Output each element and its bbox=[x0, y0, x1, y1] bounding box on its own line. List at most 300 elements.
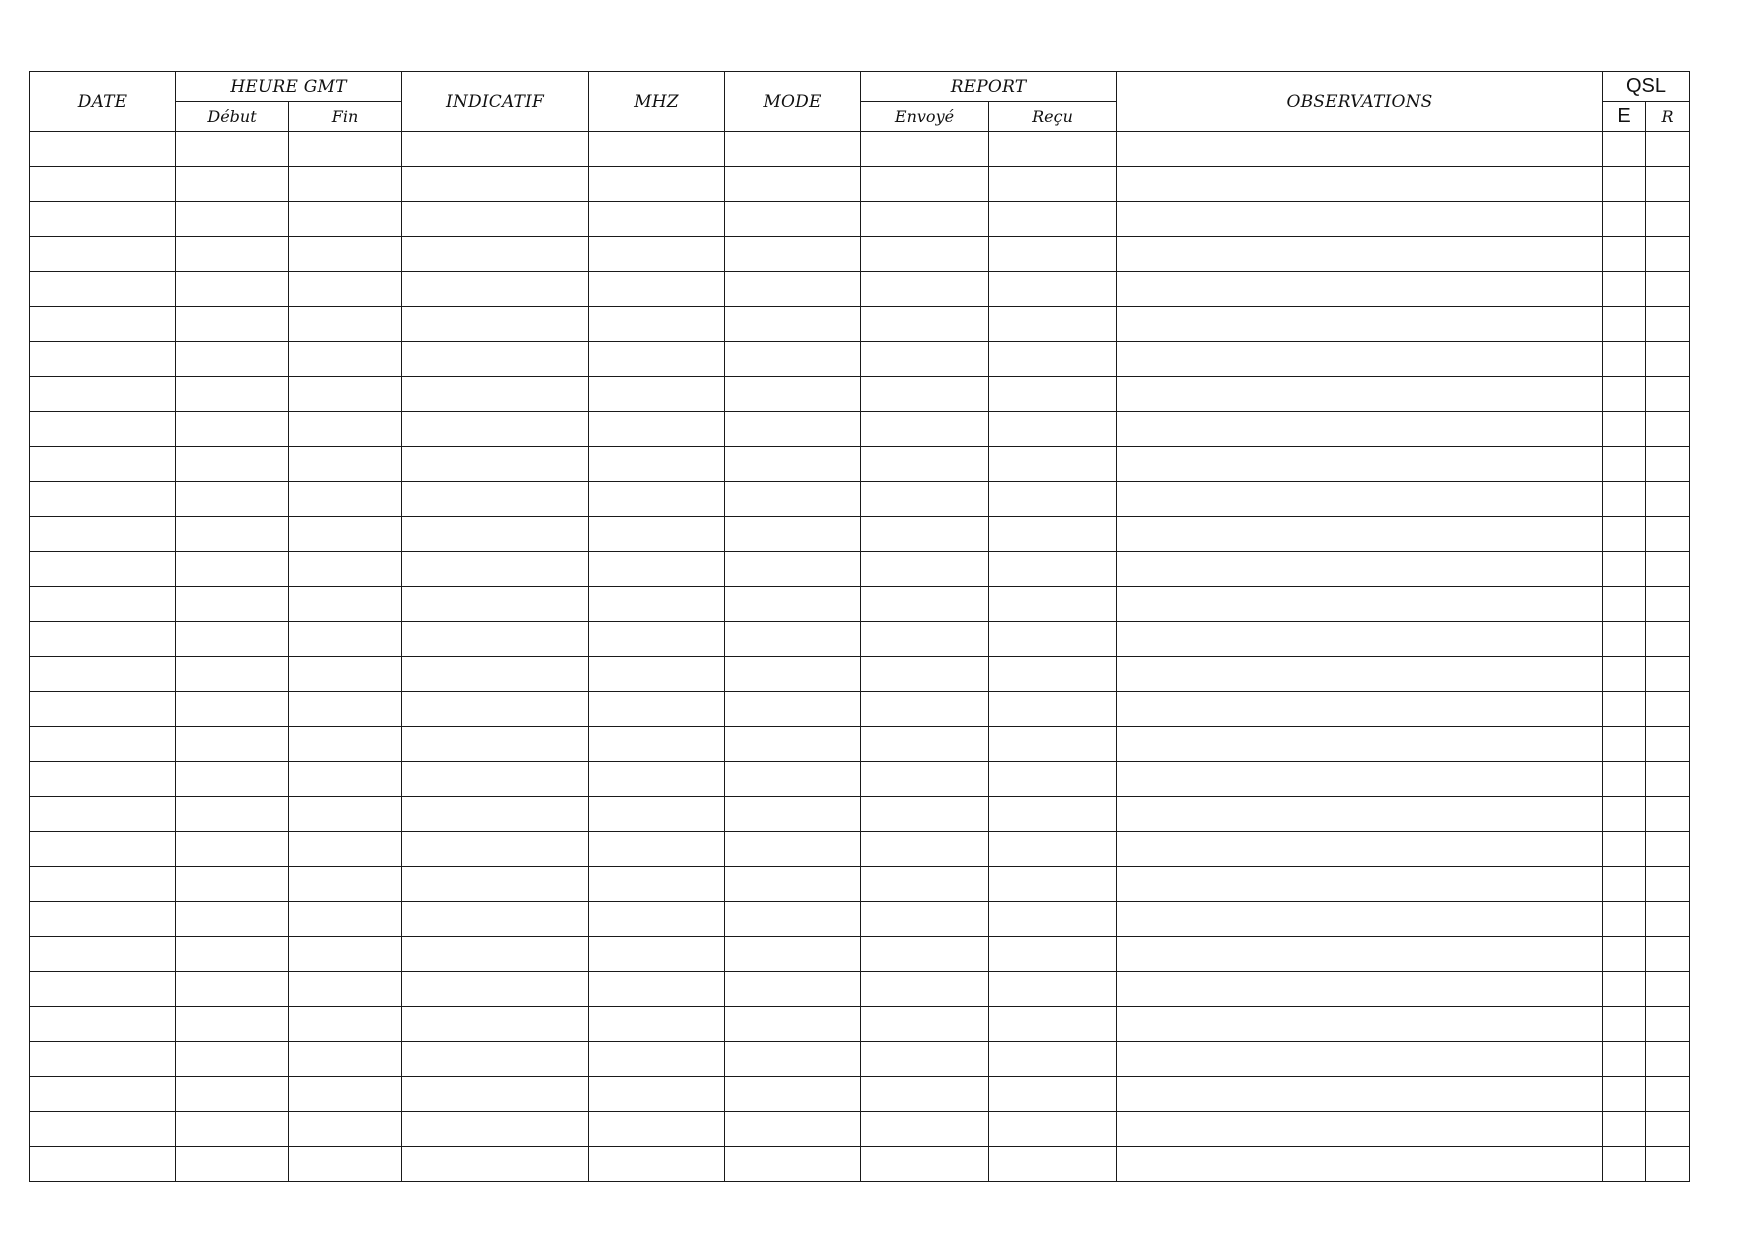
cell-qsl-r[interactable] bbox=[1646, 132, 1690, 167]
cell-fin[interactable] bbox=[289, 727, 402, 762]
cell-debut[interactable] bbox=[176, 692, 289, 727]
cell-debut[interactable] bbox=[176, 342, 289, 377]
cell-fin[interactable] bbox=[289, 1147, 402, 1182]
cell-recu[interactable] bbox=[989, 937, 1117, 972]
cell-mhz[interactable] bbox=[589, 517, 725, 552]
cell-fin[interactable] bbox=[289, 517, 402, 552]
cell-observations[interactable] bbox=[1117, 902, 1603, 937]
cell-qsl-e[interactable] bbox=[1603, 167, 1646, 202]
cell-recu[interactable] bbox=[989, 587, 1117, 622]
cell-mode[interactable] bbox=[725, 202, 861, 237]
cell-mhz[interactable] bbox=[589, 727, 725, 762]
cell-indicatif[interactable] bbox=[402, 1042, 589, 1077]
cell-mode[interactable] bbox=[725, 377, 861, 412]
cell-observations[interactable] bbox=[1117, 132, 1603, 167]
cell-envoye[interactable] bbox=[861, 972, 989, 1007]
cell-observations[interactable] bbox=[1117, 622, 1603, 657]
cell-envoye[interactable] bbox=[861, 832, 989, 867]
cell-recu[interactable] bbox=[989, 657, 1117, 692]
cell-fin[interactable] bbox=[289, 657, 402, 692]
cell-envoye[interactable] bbox=[861, 412, 989, 447]
cell-recu[interactable] bbox=[989, 272, 1117, 307]
cell-date[interactable] bbox=[30, 762, 176, 797]
cell-observations[interactable] bbox=[1117, 727, 1603, 762]
cell-date[interactable] bbox=[30, 1147, 176, 1182]
cell-indicatif[interactable] bbox=[402, 587, 589, 622]
cell-qsl-r[interactable] bbox=[1646, 762, 1690, 797]
cell-observations[interactable] bbox=[1117, 482, 1603, 517]
cell-fin[interactable] bbox=[289, 202, 402, 237]
cell-observations[interactable] bbox=[1117, 762, 1603, 797]
cell-fin[interactable] bbox=[289, 552, 402, 587]
cell-recu[interactable] bbox=[989, 972, 1117, 1007]
cell-observations[interactable] bbox=[1117, 1147, 1603, 1182]
cell-envoye[interactable] bbox=[861, 797, 989, 832]
cell-observations[interactable] bbox=[1117, 307, 1603, 342]
cell-indicatif[interactable] bbox=[402, 482, 589, 517]
cell-qsl-r[interactable] bbox=[1646, 657, 1690, 692]
cell-qsl-r[interactable] bbox=[1646, 692, 1690, 727]
cell-mhz[interactable] bbox=[589, 1077, 725, 1112]
cell-fin[interactable] bbox=[289, 342, 402, 377]
cell-qsl-e[interactable] bbox=[1603, 307, 1646, 342]
cell-qsl-r[interactable] bbox=[1646, 832, 1690, 867]
cell-qsl-e[interactable] bbox=[1603, 797, 1646, 832]
cell-envoye[interactable] bbox=[861, 1042, 989, 1077]
cell-observations[interactable] bbox=[1117, 692, 1603, 727]
cell-date[interactable] bbox=[30, 272, 176, 307]
cell-indicatif[interactable] bbox=[402, 307, 589, 342]
cell-observations[interactable] bbox=[1117, 412, 1603, 447]
cell-fin[interactable] bbox=[289, 972, 402, 1007]
cell-qsl-r[interactable] bbox=[1646, 727, 1690, 762]
cell-indicatif[interactable] bbox=[402, 167, 589, 202]
cell-qsl-e[interactable] bbox=[1603, 867, 1646, 902]
cell-envoye[interactable] bbox=[861, 587, 989, 622]
cell-debut[interactable] bbox=[176, 1042, 289, 1077]
cell-mode[interactable] bbox=[725, 727, 861, 762]
cell-mode[interactable] bbox=[725, 902, 861, 937]
cell-indicatif[interactable] bbox=[402, 412, 589, 447]
cell-date[interactable] bbox=[30, 412, 176, 447]
cell-date[interactable] bbox=[30, 1077, 176, 1112]
cell-mhz[interactable] bbox=[589, 132, 725, 167]
cell-qsl-r[interactable] bbox=[1646, 622, 1690, 657]
cell-qsl-r[interactable] bbox=[1646, 517, 1690, 552]
cell-debut[interactable] bbox=[176, 902, 289, 937]
cell-mode[interactable] bbox=[725, 832, 861, 867]
cell-mhz[interactable] bbox=[589, 342, 725, 377]
cell-date[interactable] bbox=[30, 307, 176, 342]
cell-qsl-r[interactable] bbox=[1646, 447, 1690, 482]
cell-qsl-r[interactable] bbox=[1646, 167, 1690, 202]
cell-debut[interactable] bbox=[176, 1147, 289, 1182]
cell-qsl-e[interactable] bbox=[1603, 517, 1646, 552]
cell-envoye[interactable] bbox=[861, 692, 989, 727]
cell-mhz[interactable] bbox=[589, 377, 725, 412]
cell-qsl-e[interactable] bbox=[1603, 447, 1646, 482]
cell-debut[interactable] bbox=[176, 167, 289, 202]
cell-mhz[interactable] bbox=[589, 587, 725, 622]
cell-indicatif[interactable] bbox=[402, 377, 589, 412]
cell-envoye[interactable] bbox=[861, 237, 989, 272]
cell-recu[interactable] bbox=[989, 1077, 1117, 1112]
cell-indicatif[interactable] bbox=[402, 972, 589, 1007]
cell-fin[interactable] bbox=[289, 377, 402, 412]
cell-indicatif[interactable] bbox=[402, 762, 589, 797]
cell-mhz[interactable] bbox=[589, 902, 725, 937]
cell-envoye[interactable] bbox=[861, 1007, 989, 1042]
cell-mode[interactable] bbox=[725, 867, 861, 902]
cell-indicatif[interactable] bbox=[402, 342, 589, 377]
cell-observations[interactable] bbox=[1117, 867, 1603, 902]
cell-date[interactable] bbox=[30, 867, 176, 902]
cell-indicatif[interactable] bbox=[402, 237, 589, 272]
cell-mhz[interactable] bbox=[589, 1112, 725, 1147]
cell-observations[interactable] bbox=[1117, 237, 1603, 272]
cell-mode[interactable] bbox=[725, 1147, 861, 1182]
cell-mode[interactable] bbox=[725, 552, 861, 587]
cell-qsl-e[interactable] bbox=[1603, 272, 1646, 307]
cell-qsl-e[interactable] bbox=[1603, 1042, 1646, 1077]
cell-envoye[interactable] bbox=[861, 1077, 989, 1112]
cell-qsl-e[interactable] bbox=[1603, 972, 1646, 1007]
cell-observations[interactable] bbox=[1117, 937, 1603, 972]
cell-indicatif[interactable] bbox=[402, 937, 589, 972]
cell-qsl-e[interactable] bbox=[1603, 377, 1646, 412]
cell-envoye[interactable] bbox=[861, 552, 989, 587]
cell-date[interactable] bbox=[30, 902, 176, 937]
cell-mode[interactable] bbox=[725, 167, 861, 202]
cell-debut[interactable] bbox=[176, 202, 289, 237]
cell-mhz[interactable] bbox=[589, 622, 725, 657]
cell-observations[interactable] bbox=[1117, 797, 1603, 832]
cell-indicatif[interactable] bbox=[402, 797, 589, 832]
cell-observations[interactable] bbox=[1117, 972, 1603, 1007]
cell-qsl-e[interactable] bbox=[1603, 727, 1646, 762]
cell-qsl-r[interactable] bbox=[1646, 1007, 1690, 1042]
cell-mhz[interactable] bbox=[589, 272, 725, 307]
cell-mhz[interactable] bbox=[589, 832, 725, 867]
cell-qsl-r[interactable] bbox=[1646, 377, 1690, 412]
cell-mode[interactable] bbox=[725, 1077, 861, 1112]
cell-recu[interactable] bbox=[989, 552, 1117, 587]
cell-debut[interactable] bbox=[176, 447, 289, 482]
cell-recu[interactable] bbox=[989, 517, 1117, 552]
cell-qsl-r[interactable] bbox=[1646, 202, 1690, 237]
cell-recu[interactable] bbox=[989, 377, 1117, 412]
cell-observations[interactable] bbox=[1117, 1042, 1603, 1077]
cell-fin[interactable] bbox=[289, 132, 402, 167]
cell-debut[interactable] bbox=[176, 1077, 289, 1112]
cell-date[interactable] bbox=[30, 692, 176, 727]
cell-qsl-r[interactable] bbox=[1646, 867, 1690, 902]
cell-indicatif[interactable] bbox=[402, 202, 589, 237]
cell-debut[interactable] bbox=[176, 237, 289, 272]
cell-mode[interactable] bbox=[725, 972, 861, 1007]
cell-mode[interactable] bbox=[725, 622, 861, 657]
cell-date[interactable] bbox=[30, 657, 176, 692]
cell-recu[interactable] bbox=[989, 622, 1117, 657]
cell-envoye[interactable] bbox=[861, 377, 989, 412]
cell-qsl-r[interactable] bbox=[1646, 412, 1690, 447]
cell-mhz[interactable] bbox=[589, 552, 725, 587]
cell-date[interactable] bbox=[30, 727, 176, 762]
cell-debut[interactable] bbox=[176, 832, 289, 867]
cell-qsl-r[interactable] bbox=[1646, 1042, 1690, 1077]
cell-mhz[interactable] bbox=[589, 447, 725, 482]
cell-qsl-r[interactable] bbox=[1646, 1077, 1690, 1112]
cell-date[interactable] bbox=[30, 587, 176, 622]
cell-qsl-e[interactable] bbox=[1603, 552, 1646, 587]
cell-mhz[interactable] bbox=[589, 202, 725, 237]
cell-mhz[interactable] bbox=[589, 867, 725, 902]
cell-indicatif[interactable] bbox=[402, 447, 589, 482]
cell-qsl-r[interactable] bbox=[1646, 1112, 1690, 1147]
cell-qsl-e[interactable] bbox=[1603, 692, 1646, 727]
cell-date[interactable] bbox=[30, 167, 176, 202]
cell-observations[interactable] bbox=[1117, 447, 1603, 482]
cell-recu[interactable] bbox=[989, 482, 1117, 517]
cell-qsl-e[interactable] bbox=[1603, 1147, 1646, 1182]
cell-fin[interactable] bbox=[289, 587, 402, 622]
cell-recu[interactable] bbox=[989, 762, 1117, 797]
cell-recu[interactable] bbox=[989, 342, 1117, 377]
cell-observations[interactable] bbox=[1117, 1007, 1603, 1042]
cell-qsl-r[interactable] bbox=[1646, 587, 1690, 622]
cell-qsl-r[interactable] bbox=[1646, 937, 1690, 972]
cell-mhz[interactable] bbox=[589, 1007, 725, 1042]
cell-qsl-e[interactable] bbox=[1603, 937, 1646, 972]
cell-qsl-e[interactable] bbox=[1603, 657, 1646, 692]
cell-qsl-e[interactable] bbox=[1603, 622, 1646, 657]
cell-mhz[interactable] bbox=[589, 1042, 725, 1077]
cell-qsl-e[interactable] bbox=[1603, 1007, 1646, 1042]
cell-fin[interactable] bbox=[289, 1007, 402, 1042]
cell-observations[interactable] bbox=[1117, 552, 1603, 587]
cell-indicatif[interactable] bbox=[402, 1007, 589, 1042]
cell-date[interactable] bbox=[30, 552, 176, 587]
cell-mhz[interactable] bbox=[589, 307, 725, 342]
cell-mhz[interactable] bbox=[589, 762, 725, 797]
cell-indicatif[interactable] bbox=[402, 902, 589, 937]
cell-observations[interactable] bbox=[1117, 272, 1603, 307]
cell-indicatif[interactable] bbox=[402, 692, 589, 727]
cell-mode[interactable] bbox=[725, 692, 861, 727]
cell-fin[interactable] bbox=[289, 692, 402, 727]
cell-envoye[interactable] bbox=[861, 902, 989, 937]
cell-recu[interactable] bbox=[989, 727, 1117, 762]
cell-date[interactable] bbox=[30, 377, 176, 412]
cell-envoye[interactable] bbox=[861, 937, 989, 972]
cell-recu[interactable] bbox=[989, 832, 1117, 867]
cell-envoye[interactable] bbox=[861, 517, 989, 552]
cell-fin[interactable] bbox=[289, 482, 402, 517]
cell-envoye[interactable] bbox=[861, 167, 989, 202]
cell-recu[interactable] bbox=[989, 1042, 1117, 1077]
cell-mode[interactable] bbox=[725, 517, 861, 552]
cell-qsl-r[interactable] bbox=[1646, 307, 1690, 342]
cell-qsl-r[interactable] bbox=[1646, 552, 1690, 587]
cell-qsl-r[interactable] bbox=[1646, 272, 1690, 307]
cell-mode[interactable] bbox=[725, 447, 861, 482]
cell-envoye[interactable] bbox=[861, 1112, 989, 1147]
cell-observations[interactable] bbox=[1117, 657, 1603, 692]
cell-fin[interactable] bbox=[289, 867, 402, 902]
cell-date[interactable] bbox=[30, 482, 176, 517]
cell-qsl-r[interactable] bbox=[1646, 1147, 1690, 1182]
cell-mhz[interactable] bbox=[589, 412, 725, 447]
cell-envoye[interactable] bbox=[861, 447, 989, 482]
cell-mhz[interactable] bbox=[589, 1147, 725, 1182]
cell-date[interactable] bbox=[30, 972, 176, 1007]
cell-recu[interactable] bbox=[989, 447, 1117, 482]
cell-recu[interactable] bbox=[989, 902, 1117, 937]
cell-debut[interactable] bbox=[176, 552, 289, 587]
cell-recu[interactable] bbox=[989, 132, 1117, 167]
cell-fin[interactable] bbox=[289, 797, 402, 832]
cell-observations[interactable] bbox=[1117, 1077, 1603, 1112]
cell-recu[interactable] bbox=[989, 1007, 1117, 1042]
cell-debut[interactable] bbox=[176, 132, 289, 167]
cell-date[interactable] bbox=[30, 797, 176, 832]
cell-qsl-e[interactable] bbox=[1603, 902, 1646, 937]
cell-observations[interactable] bbox=[1117, 377, 1603, 412]
cell-envoye[interactable] bbox=[861, 867, 989, 902]
cell-qsl-e[interactable] bbox=[1603, 587, 1646, 622]
cell-indicatif[interactable] bbox=[402, 272, 589, 307]
cell-fin[interactable] bbox=[289, 237, 402, 272]
cell-debut[interactable] bbox=[176, 517, 289, 552]
cell-indicatif[interactable] bbox=[402, 622, 589, 657]
cell-fin[interactable] bbox=[289, 1112, 402, 1147]
cell-debut[interactable] bbox=[176, 657, 289, 692]
cell-fin[interactable] bbox=[289, 412, 402, 447]
cell-qsl-r[interactable] bbox=[1646, 902, 1690, 937]
cell-qsl-r[interactable] bbox=[1646, 482, 1690, 517]
cell-mhz[interactable] bbox=[589, 167, 725, 202]
cell-date[interactable] bbox=[30, 1042, 176, 1077]
cell-qsl-r[interactable] bbox=[1646, 972, 1690, 1007]
cell-qsl-r[interactable] bbox=[1646, 342, 1690, 377]
cell-envoye[interactable] bbox=[861, 1147, 989, 1182]
cell-mode[interactable] bbox=[725, 307, 861, 342]
cell-qsl-e[interactable] bbox=[1603, 412, 1646, 447]
cell-mhz[interactable] bbox=[589, 937, 725, 972]
cell-mhz[interactable] bbox=[589, 657, 725, 692]
cell-date[interactable] bbox=[30, 1007, 176, 1042]
cell-recu[interactable] bbox=[989, 412, 1117, 447]
cell-fin[interactable] bbox=[289, 622, 402, 657]
cell-qsl-r[interactable] bbox=[1646, 797, 1690, 832]
cell-mhz[interactable] bbox=[589, 692, 725, 727]
cell-observations[interactable] bbox=[1117, 167, 1603, 202]
cell-qsl-e[interactable] bbox=[1603, 202, 1646, 237]
cell-mode[interactable] bbox=[725, 272, 861, 307]
cell-observations[interactable] bbox=[1117, 832, 1603, 867]
cell-debut[interactable] bbox=[176, 727, 289, 762]
cell-date[interactable] bbox=[30, 132, 176, 167]
cell-recu[interactable] bbox=[989, 867, 1117, 902]
cell-mode[interactable] bbox=[725, 482, 861, 517]
cell-envoye[interactable] bbox=[861, 342, 989, 377]
cell-qsl-e[interactable] bbox=[1603, 1112, 1646, 1147]
cell-mode[interactable] bbox=[725, 1112, 861, 1147]
cell-qsl-e[interactable] bbox=[1603, 132, 1646, 167]
cell-fin[interactable] bbox=[289, 937, 402, 972]
cell-date[interactable] bbox=[30, 1112, 176, 1147]
cell-mhz[interactable] bbox=[589, 237, 725, 272]
cell-indicatif[interactable] bbox=[402, 1077, 589, 1112]
cell-mode[interactable] bbox=[725, 797, 861, 832]
cell-envoye[interactable] bbox=[861, 727, 989, 762]
cell-debut[interactable] bbox=[176, 482, 289, 517]
cell-mhz[interactable] bbox=[589, 797, 725, 832]
cell-fin[interactable] bbox=[289, 1077, 402, 1112]
cell-date[interactable] bbox=[30, 832, 176, 867]
cell-qsl-e[interactable] bbox=[1603, 237, 1646, 272]
cell-debut[interactable] bbox=[176, 412, 289, 447]
cell-indicatif[interactable] bbox=[402, 1112, 589, 1147]
cell-observations[interactable] bbox=[1117, 202, 1603, 237]
cell-envoye[interactable] bbox=[861, 132, 989, 167]
cell-indicatif[interactable] bbox=[402, 552, 589, 587]
cell-qsl-e[interactable] bbox=[1603, 762, 1646, 797]
cell-fin[interactable] bbox=[289, 307, 402, 342]
cell-recu[interactable] bbox=[989, 237, 1117, 272]
cell-indicatif[interactable] bbox=[402, 132, 589, 167]
cell-fin[interactable] bbox=[289, 1042, 402, 1077]
cell-envoye[interactable] bbox=[861, 622, 989, 657]
cell-indicatif[interactable] bbox=[402, 727, 589, 762]
cell-date[interactable] bbox=[30, 342, 176, 377]
cell-debut[interactable] bbox=[176, 937, 289, 972]
cell-mode[interactable] bbox=[725, 1007, 861, 1042]
cell-qsl-e[interactable] bbox=[1603, 342, 1646, 377]
cell-recu[interactable] bbox=[989, 1147, 1117, 1182]
cell-observations[interactable] bbox=[1117, 342, 1603, 377]
cell-fin[interactable] bbox=[289, 902, 402, 937]
cell-debut[interactable] bbox=[176, 622, 289, 657]
cell-fin[interactable] bbox=[289, 832, 402, 867]
cell-indicatif[interactable] bbox=[402, 517, 589, 552]
cell-envoye[interactable] bbox=[861, 307, 989, 342]
cell-debut[interactable] bbox=[176, 867, 289, 902]
cell-recu[interactable] bbox=[989, 202, 1117, 237]
cell-indicatif[interactable] bbox=[402, 657, 589, 692]
cell-mode[interactable] bbox=[725, 587, 861, 622]
cell-indicatif[interactable] bbox=[402, 832, 589, 867]
cell-indicatif[interactable] bbox=[402, 867, 589, 902]
cell-date[interactable] bbox=[30, 237, 176, 272]
cell-date[interactable] bbox=[30, 517, 176, 552]
cell-date[interactable] bbox=[30, 447, 176, 482]
cell-mode[interactable] bbox=[725, 1042, 861, 1077]
cell-qsl-e[interactable] bbox=[1603, 482, 1646, 517]
cell-fin[interactable] bbox=[289, 272, 402, 307]
cell-observations[interactable] bbox=[1117, 587, 1603, 622]
cell-mode[interactable] bbox=[725, 237, 861, 272]
cell-envoye[interactable] bbox=[861, 272, 989, 307]
cell-debut[interactable] bbox=[176, 1112, 289, 1147]
cell-qsl-e[interactable] bbox=[1603, 832, 1646, 867]
cell-recu[interactable] bbox=[989, 1112, 1117, 1147]
cell-debut[interactable] bbox=[176, 1007, 289, 1042]
cell-fin[interactable] bbox=[289, 762, 402, 797]
cell-observations[interactable] bbox=[1117, 1112, 1603, 1147]
cell-qsl-r[interactable] bbox=[1646, 237, 1690, 272]
cell-mode[interactable] bbox=[725, 412, 861, 447]
